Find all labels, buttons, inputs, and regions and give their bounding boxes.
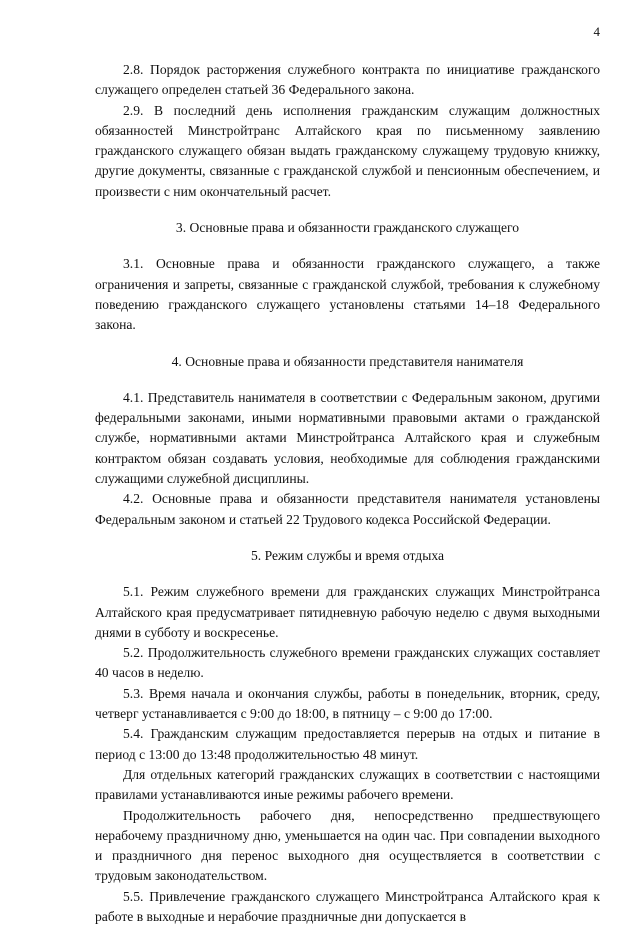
paragraph-5-5: 5.5. Привлечение гражданского служащего Минстройтранса Алтайского края к работе в выходные и нерабочие праздничные дни допускается в bbox=[95, 888, 600, 924]
paragraph-5-4-preholiday: Продолжительность рабочего дня, непосредственно предшествующего нерабочему праздничному дню, уменьшается на один час. При совпадении выходного и праздничного дня перенос выходного дня осуществляется в соответствии с трудовым законодательством. bbox=[95, 807, 600, 884]
page-number: 4 bbox=[593, 24, 600, 39]
paragraph-5-3: 5.3. Время начала и окончания службы, работы в понедельник, вторник, среду, четверг устанавливается с 9:00 до 18:00, в пятницу – с 9:00 до 17:00. bbox=[95, 685, 600, 722]
paragraph-2-9: 2.9. В последний день исполнения гражданским служащим должностных обязанностей Минстройтранс Алтайского края по письменному заявлению гражданского служащего обязан выдать гражданскому служащему трудовую книжку, другие документы, связанные с гражданской службой и пенсионным обеспечением, и произвести с ним окончательный расчет. bbox=[95, 102, 600, 199]
paragraph-5-4-categories: Для отдельных категорий гражданских служащих в соответствии с настоящими правилами устанавливаются иные режимы рабочего времени. bbox=[95, 766, 600, 803]
paragraph-2-8: 2.8. Порядок расторжения служебного контракта по инициативе гражданского служащего определен статьей 36 Федерального закона. bbox=[95, 62, 600, 98]
section-4-heading: 4. Основные права и обязанности представителя нанимателя bbox=[171, 353, 524, 369]
section-5-heading: 5. Режим службы и время отдыха bbox=[250, 547, 445, 563]
document-body bbox=[95, 60, 600, 927]
section-3-heading: 3. Основные права и обязанности гражданского служащего bbox=[175, 220, 520, 236]
paragraph-5-2: 5.2. Продолжительность служебного времени гражданских служащих составляет 40 часов в неделю. bbox=[95, 645, 600, 681]
paragraph-3-1: 3.1. Основные права и обязанности гражданского служащего, а также ограничения и запреты, связанные с гражданской службой, требования к служебному поведению гражданского служащего установлены статьями 14–18 Федерального закона. bbox=[95, 256, 600, 333]
paragraph-5-4: 5.4. Гражданским служащим предоставляется перерыв на отдых и питание в период с 13:00 до 13:48 продолжительностью 48 минут. bbox=[95, 726, 600, 762]
paragraph-5-1: 5.1. Режим служебного времени для гражданских служащих Минстройтранса Алтайского края предусматривает пятидневную рабочую неделю с двумя выходными днями в субботу и воскресенье. bbox=[95, 584, 600, 640]
paragraph-4-1: 4.1. Представитель нанимателя в соответствии с Федеральным законом, другими федеральными законами, иными нормативными правовыми актами о гражданской службе, нормативными актами Минстройтранса Алтайского края и служебным контрактом обязан создавать условия, необходимые для соблюдения гражданскими служащими служебной дисциплины. bbox=[95, 389, 600, 487]
paragraph-4-2: 4.2. Основные права и обязанности представителя нанимателя установлены Федеральным законом и статьей 22 Трудового кодекса Российской Федерации. bbox=[95, 491, 600, 527]
